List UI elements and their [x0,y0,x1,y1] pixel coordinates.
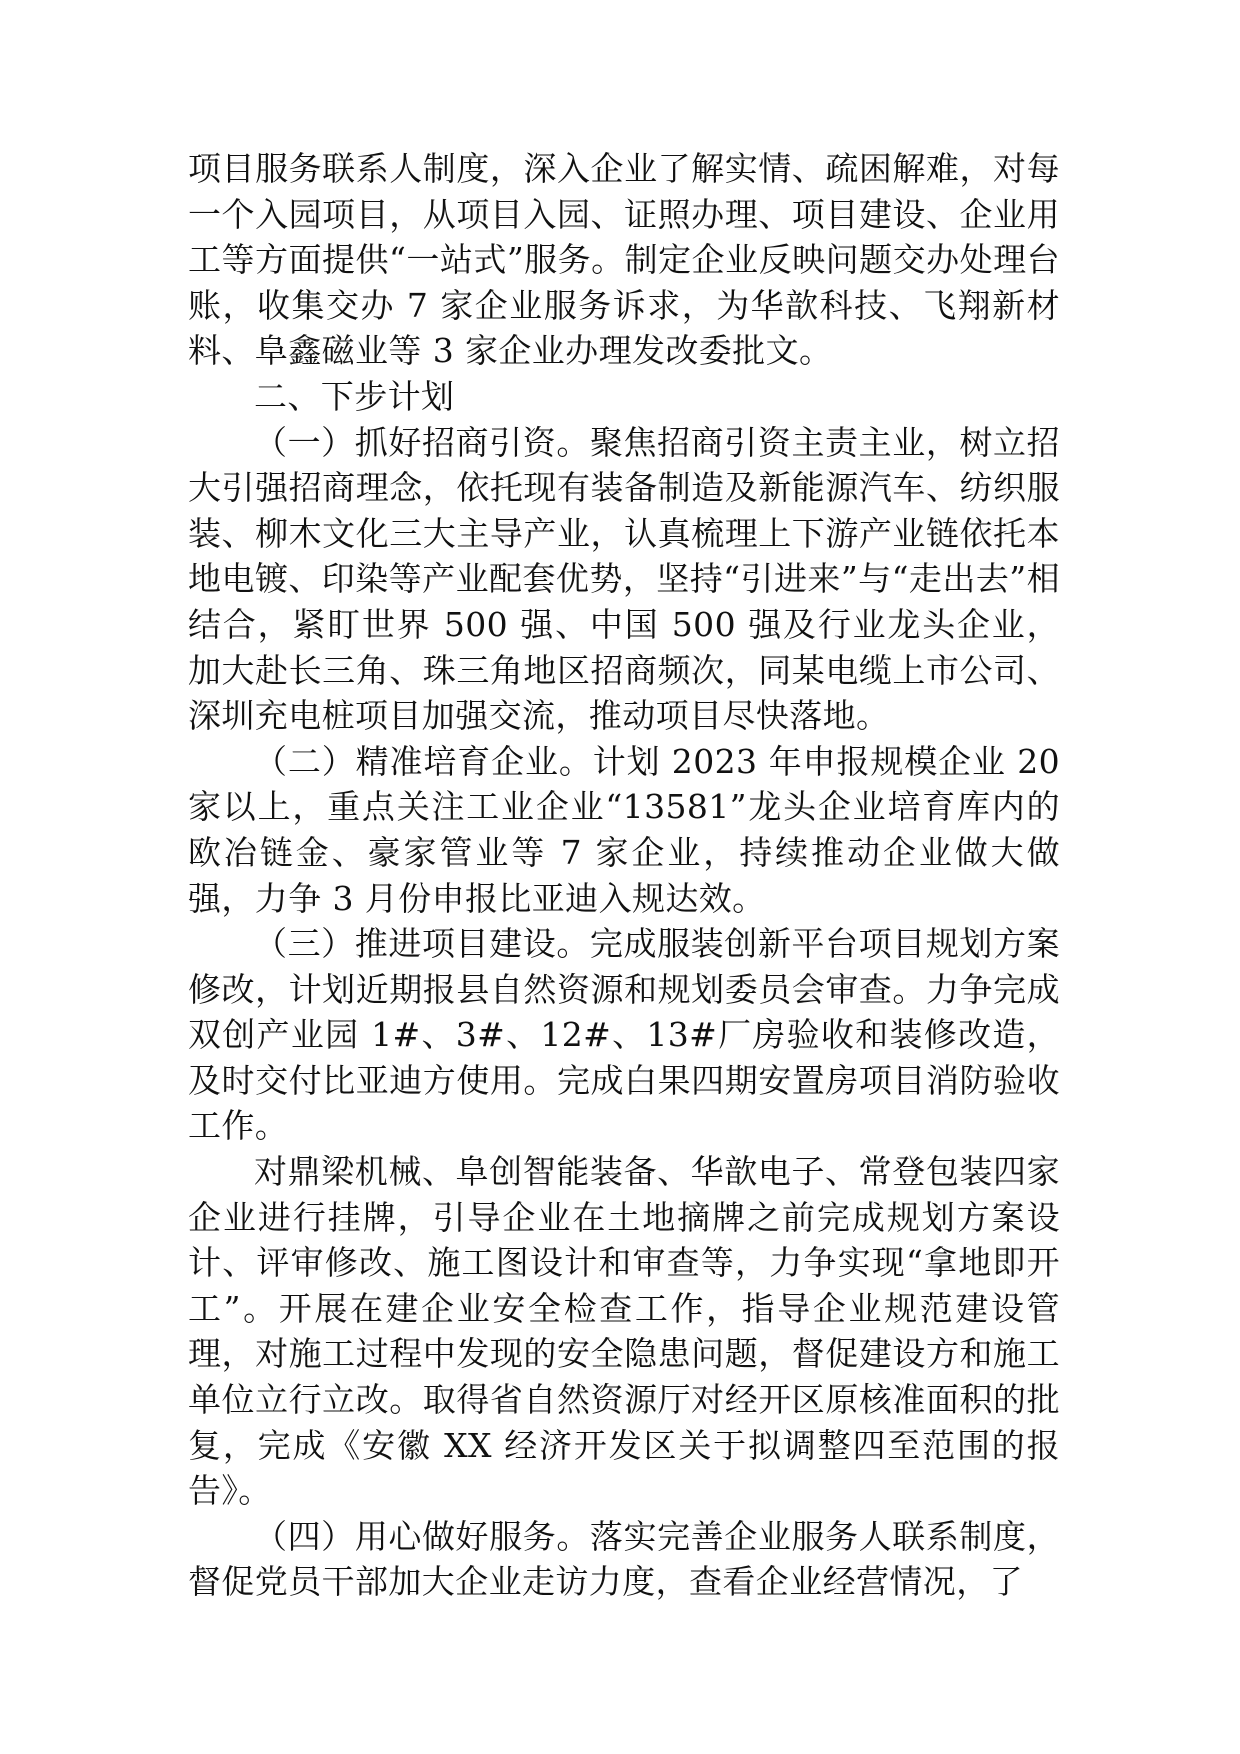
paragraph-project-construction-continued: 对鼎梁机械、阜创智能装备、华歆电子、常登包装四家企业进行挂牌，引导企业在土地摘牌之前完成规划方案设计、评审修改、施工图设计和审查等，力争实现“拿地即开工”。开展在建企业安全检查工作，指导企业规范建设管理，对施工过程中发现的安全隐患问题，督促建设方和施工单位立行立改。取得省自然资源厅对经开区原核准面积的批复，完成《安徽 XX 经济开发区关于拟调整四至范围的报告》。 [188,1152,1061,1511]
paragraph-investment-attraction: （一）抓好招商引资。聚焦招商引资主责主业，树立招大引强招商理念，依托现有装备制造及新能源汽车、纺织服装、柳木文化三大主导产业，认真梳理上下游产业链依托本地电镀、印染等产业配套优势，坚持“引进来”与“走出去”相结合，紧盯世界 500 强、中国 500 强及行业龙头企业，加大赴长三角、珠三角地区招商频次，同某电缆上市公司、深圳充电桩项目加强交流，推动项目尽快落地。 [188,422,1060,736]
document-body [188,146,1060,1605]
paragraph-project-construction: （三）推进项目建设。完成服装创新平台项目规划方案修改，计划近期报县自然资源和规划委员会审查。力争完成双创产业园 1#、3#、12#、13#厂房验收和装修改造，及时交付比亚迪方使用。完成白果四期安置房项目消防验收工作。 [188,924,1060,1146]
paragraph-carryover: 项目服务联系人制度，深入企业了解实情、疏困解难，对每一个入园项目，从项目入园、证照办理、项目建设、企业用工等方面提供“一站式”服务。制定企业反映问题交办处理台账，收集交办 7 家企业服务诉求，为华歆科技、飞翔新材料、阜鑫磁业等 3 家企业办理发改委批文。 [188,149,1060,371]
paragraph-enterprise-cultivation: （二）精准培育企业。计划 2023 年申报规模企业 20 家以上，重点关注工业企业“13581”龙头企业培育库内的欧冶链金、豪家管业等 7 家企业，持续推动企业做大做强，力争 3 月份申报比亚迪入规达效。 [188,741,1060,918]
paragraph-service: （四）用心做好服务。落实完善企业服务人联系制度，督促党员干部加大企业走访力度，查看企业经营情况，了 [188,1516,1060,1602]
section-heading-next-plan: 二、下步计划 [254,376,455,416]
